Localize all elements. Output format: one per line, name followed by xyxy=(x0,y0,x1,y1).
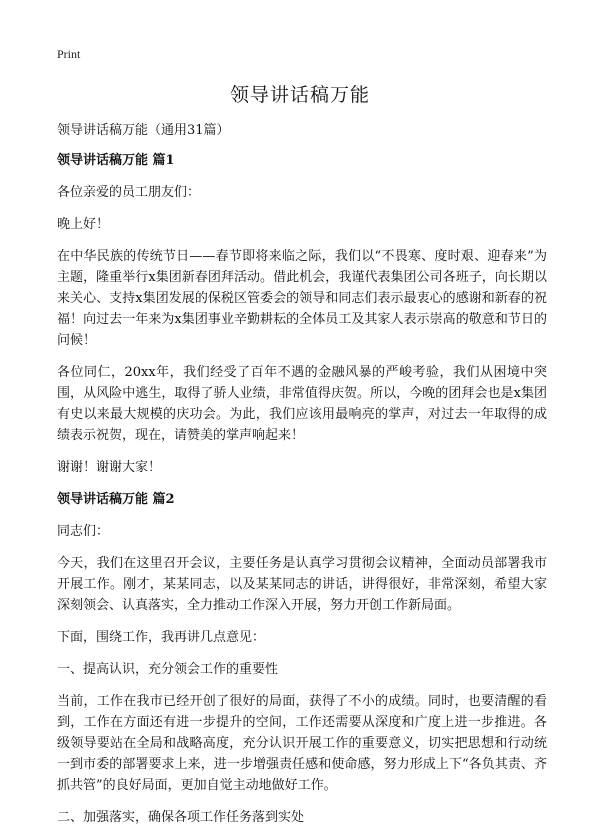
section-heading-2: 领导讲话稿万能 篇2 xyxy=(57,492,175,507)
body-paragraph: 在中华民族的传统节日——春节即将来临之际，我们以“不畏寒、度时艰、迎春来”为主题，隆重举行x集团新春团拜活动。借此机会，我谨代表集团公司各班子，向长期以来关心、支持x集团发展的保税区管委会的领导和同志们表示最衷心的感谢和新春的祝福！向过去一年来为x集团事业辛勤耕耘的全体员工及其家人表示崇高的敬意和节日的问候！ xyxy=(57,249,547,348)
document-body xyxy=(57,120,547,839)
body-paragraph: 各位同仁，20xx年，我们经受了百年不遇的金融风暴的严峻考验，我们从困境中突围，从风险中逃生，取得了骄人业绩，非常值得庆贺。所以，今晚的团拜会也是x集团有史以来最大规模的庆功会。为此，我们应该用最响亮的掌声，对过去一年取得的成绩表示祝贺，现在，请赞美的掌声响起来！ xyxy=(57,365,547,443)
evening-greeting-paragraph: 晚上好！ xyxy=(57,217,110,232)
body-paragraph: 今天，我们在这里召开会议，主要任务是认真学习贯彻会议精神，全面动员部署我市开展工作。刚才，某某同志，以及某某同志的讲话，讲得很好，非常深刻，希望大家深刻领会、认真落实，全力推动工作深入开展，努力开创工作新局面。 xyxy=(57,556,547,613)
subheading-paragraph: 二、加强落实，确保各项工作任务落到实处 xyxy=(57,810,305,825)
greeting-paragraph: 各位亲爱的员工朋友们： xyxy=(57,185,201,200)
subheading-paragraph: 一、提高认识，充分领会工作的重要性 xyxy=(57,662,279,677)
body-paragraph: 下面，围绕工作，我再讲几点意见： xyxy=(57,630,266,645)
section-heading-1: 领导讲话稿万能 篇1 xyxy=(57,153,175,168)
body-paragraph: 当前，工作在我市已经开创了很好的局面，获得了不小的成绩。同时，也要清醒的看到，工作在方面还有进一步提升的空间，工作还需要从深度和广度上进一步推进。各级领导要站在全局和战略高度，充分认识开展工作的重要意义，切实把思想和行动统一到市委的部署要求上来，进一步增强责任感和使命感，努力形成上下“各负其责、齐抓共管”的良好局面，更加自觉主动地做好工作。 xyxy=(57,694,547,793)
print-link[interactable]: Print xyxy=(57,47,81,61)
page-title: 领导讲话稿万能 xyxy=(229,84,370,106)
document-subtitle: 领导讲话稿万能（通用31篇） xyxy=(57,123,230,138)
thanks-paragraph: 谢谢！谢谢大家！ xyxy=(57,460,162,475)
greeting-paragraph: 同志们： xyxy=(57,524,110,539)
